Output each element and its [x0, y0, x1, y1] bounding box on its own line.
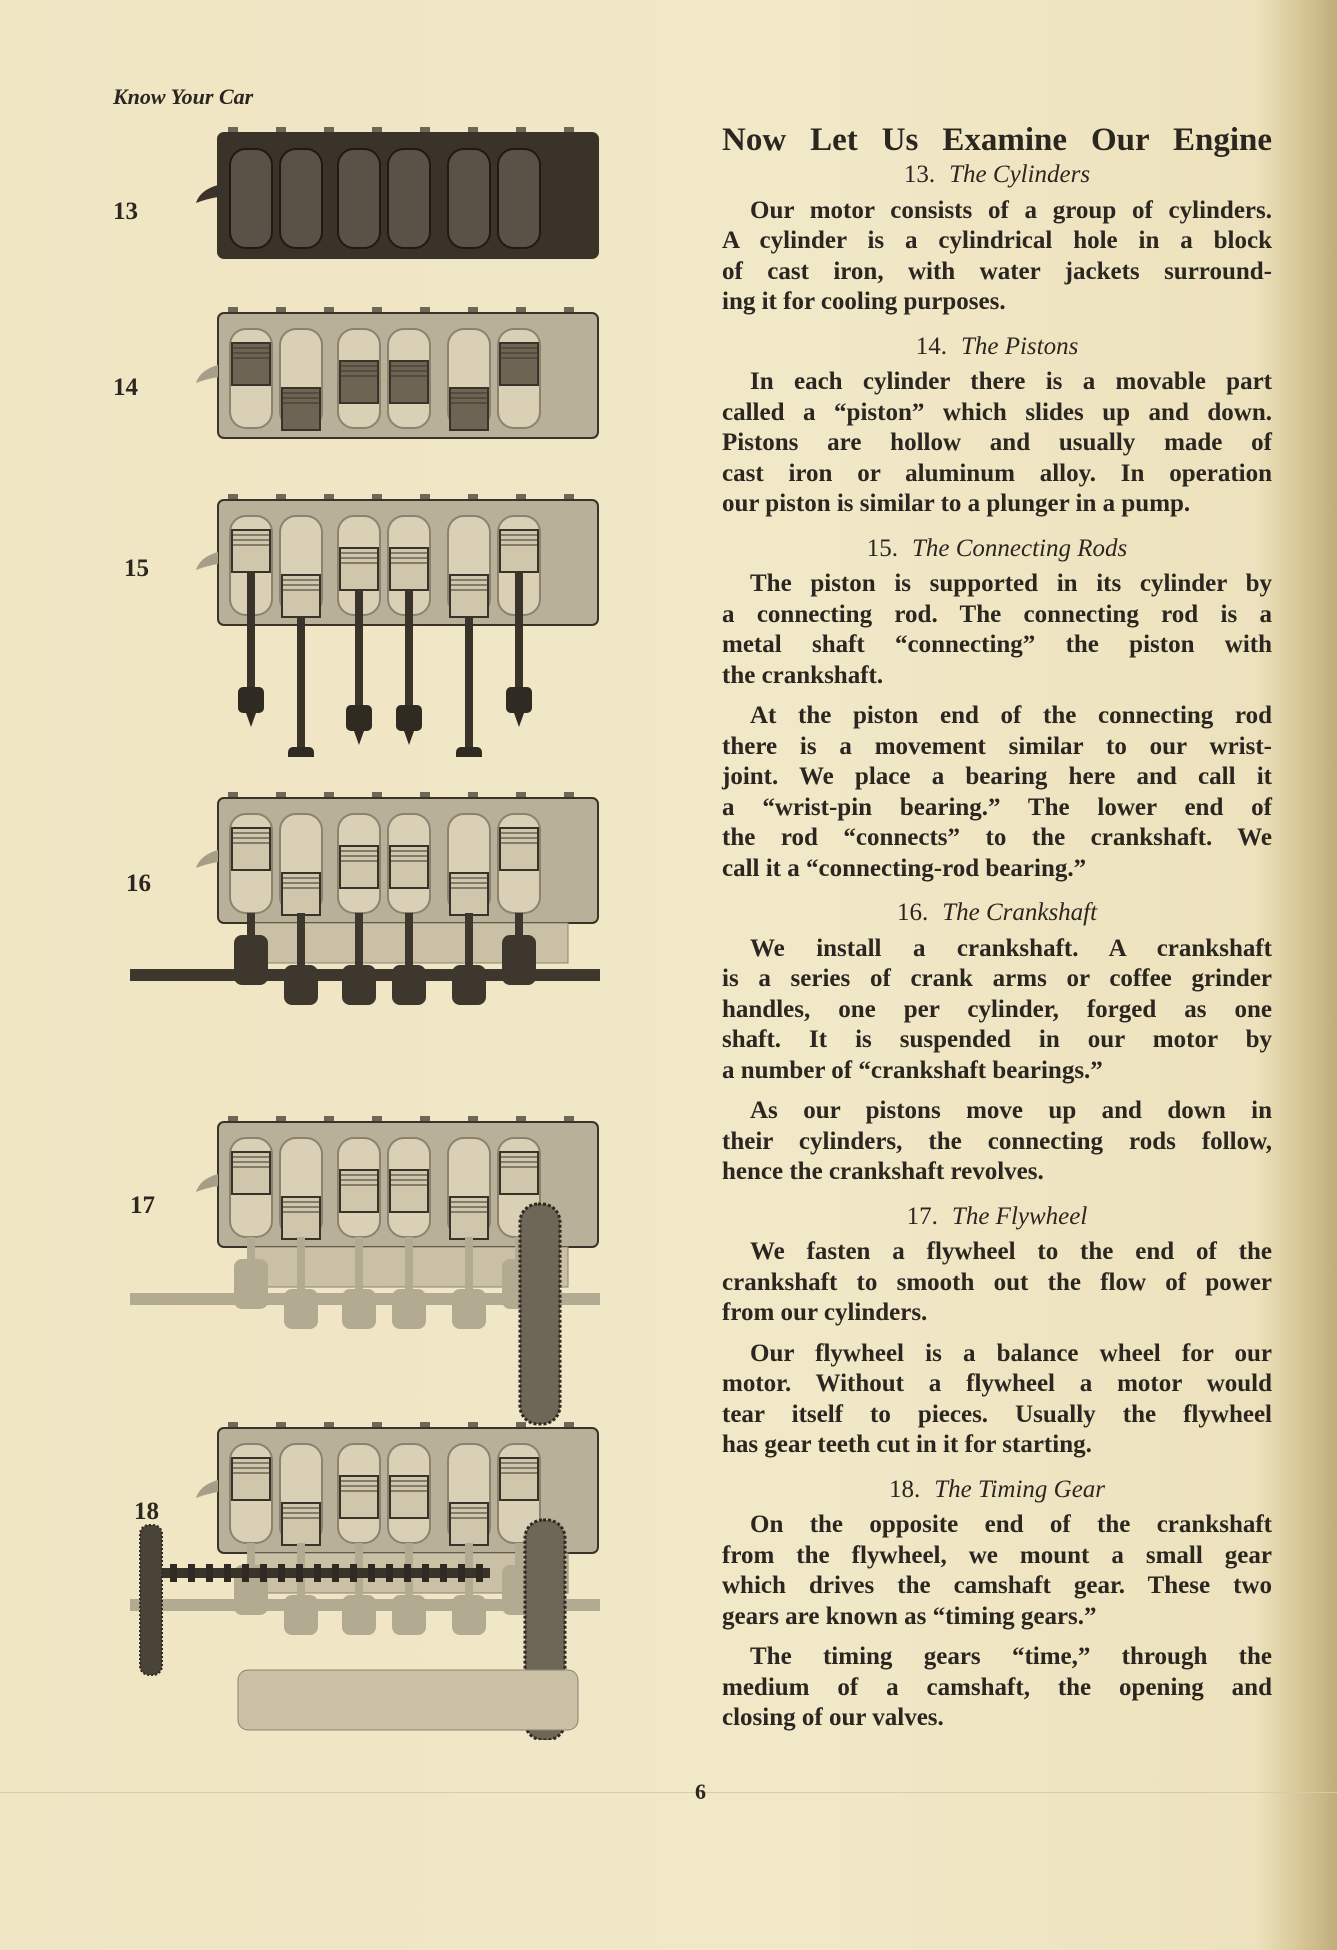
cam-lobe [296, 1564, 303, 1582]
crank-throw [234, 935, 268, 985]
paragraph [722, 1339, 1272, 1461]
connecting-rod [405, 1237, 413, 1297]
text-line: is a series of crank arms or coffee grinder [722, 965, 1272, 992]
piston [232, 1458, 270, 1500]
piston [450, 388, 488, 430]
text-line: the rod “connects” to the crankshaft. We [722, 824, 1272, 851]
text-line: hence the crankshaft revolves. [722, 1158, 1044, 1185]
section-heading [722, 160, 1272, 191]
cylinder [280, 149, 322, 248]
water-outlet [196, 850, 218, 868]
cam-lobe [278, 1564, 285, 1582]
rod-bearing [396, 705, 422, 731]
piston [390, 361, 428, 403]
piston [500, 1458, 538, 1500]
text-line: a “wrist-pin bearing.” The lower end of [722, 793, 1272, 821]
paragraph [722, 1510, 1272, 1632]
text-line: ing it for cooling purposes. [722, 288, 1006, 315]
figure-number: 16 [126, 870, 151, 897]
rod-bearing [506, 687, 532, 713]
text-line: from our cylinders. [722, 1299, 928, 1326]
piston [450, 575, 488, 617]
crank-throw [342, 1595, 376, 1635]
paragraph [722, 934, 1272, 1087]
connecting-rod [297, 1237, 305, 1297]
figure-number: 14 [113, 374, 138, 401]
piston [390, 1170, 428, 1212]
piston [390, 846, 428, 888]
text-line: call it a “connecting-rod bearing.” [722, 854, 1087, 882]
text-line: At the piston end of the connecting rod [750, 702, 1272, 729]
crank-throw [234, 1259, 268, 1309]
connecting-rod [297, 617, 305, 747]
timing-gear [140, 1525, 162, 1675]
paragraph [722, 1237, 1272, 1329]
text-line: joint. We place a bearing here and call it [722, 763, 1272, 790]
text-line: We fasten a flywheel to the end of the [750, 1238, 1272, 1265]
running-head: Know Your Car [113, 84, 254, 109]
text-line: We install a crankshaft. A crankshaft [750, 934, 1272, 962]
cam-lobe [422, 1564, 429, 1582]
engine-figure-timing-gear [130, 1420, 690, 1740]
piston [340, 846, 378, 888]
page-rule [0, 1792, 1337, 1793]
water-outlet [196, 185, 218, 203]
connecting-rod [355, 913, 363, 973]
paragraph [722, 1642, 1272, 1734]
paragraph [722, 701, 1272, 884]
text-line: has gear teeth cut in it for starting. [722, 1431, 1092, 1458]
cam-lobe [476, 1564, 483, 1582]
text-line: A cylinder is a cylindrical hole in a block [722, 227, 1272, 254]
cam-lobe [314, 1564, 321, 1582]
text-line: In each cylinder there is a movable part [750, 368, 1272, 395]
crank-throw [342, 965, 376, 1005]
cam-lobe [224, 1564, 231, 1582]
engine-figure-cylinders [130, 125, 690, 275]
engine-figure-crankshaft [130, 790, 690, 1075]
crank-throw [392, 965, 426, 1005]
piston [390, 548, 428, 590]
crank-throw [392, 1595, 426, 1635]
section-title: The Crankshaft [942, 899, 1098, 926]
piston [450, 1503, 488, 1545]
text-line: from the flywheel, we mount a small gear [722, 1541, 1272, 1569]
piston [500, 1152, 538, 1194]
section-number: 16. [896, 899, 929, 926]
section-title: The Connecting Rods [911, 534, 1128, 562]
piston [450, 1197, 488, 1239]
crank-throw [284, 1595, 318, 1635]
cam-lobe [458, 1564, 465, 1582]
text-line: gears are known as “timing gears.” [722, 1602, 1097, 1630]
text-line: of cast iron, with water jackets surround- [722, 257, 1272, 285]
section-heading [722, 1475, 1272, 1506]
section-title: The Cylinders [949, 161, 1091, 188]
text-line: medium of a camshaft, the opening and [722, 1673, 1272, 1701]
section-number: 15. [866, 534, 898, 562]
figure-number: 13 [113, 198, 138, 225]
paragraph [722, 367, 1272, 520]
text-line: handles, one per cylinder, forged as one [722, 995, 1272, 1023]
section-number: 13. [903, 161, 936, 188]
piston [390, 1476, 428, 1518]
paragraph [722, 569, 1272, 691]
crank-throw [392, 1289, 426, 1329]
section-number: 14. [915, 332, 947, 360]
crank-throw [452, 1289, 486, 1329]
section-heading [722, 898, 1272, 929]
piston [282, 388, 320, 430]
engine-figure-connecting-rods [130, 492, 690, 757]
piston [232, 1152, 270, 1194]
cam-lobe [332, 1564, 339, 1582]
text-line: Our motor consists of a group of cylinders. [750, 196, 1272, 224]
text-line: their cylinders, the connecting rods follow, [722, 1127, 1272, 1155]
cylinder [230, 149, 272, 248]
text-line: shaft. It is suspended in our motor by [722, 1026, 1272, 1053]
piston [232, 530, 270, 572]
text-line: crankshaft to smooth out the flow of power [722, 1268, 1272, 1296]
cam-lobe [404, 1564, 411, 1582]
piston [282, 1503, 320, 1545]
cam-lobe [440, 1564, 447, 1582]
piston [500, 828, 538, 870]
piston [282, 575, 320, 617]
connecting-rod [465, 913, 473, 973]
crank-throw [284, 965, 318, 1005]
piston [232, 828, 270, 870]
text-line: called a “piston” which slides up and down. [722, 398, 1272, 426]
cam-lobe [368, 1564, 375, 1582]
engine-figure-pistons [130, 305, 690, 455]
cam-lobe [260, 1564, 267, 1582]
text-line: motor. Without a flywheel a motor would [722, 1370, 1272, 1397]
paragraph [722, 1096, 1272, 1188]
text-line: Our flywheel is a balance wheel for our [750, 1339, 1272, 1367]
text-line: On the opposite end of the crankshaft [750, 1511, 1272, 1538]
connecting-rod [515, 572, 523, 687]
piston [500, 343, 538, 385]
piston [232, 343, 270, 385]
crank-throw [342, 1289, 376, 1329]
water-outlet [196, 1480, 218, 1498]
text-line: As our pistons move up and down in [750, 1097, 1272, 1124]
crank-throw [452, 1595, 486, 1635]
connecting-rod [465, 1237, 473, 1297]
flywheel [520, 1204, 560, 1424]
text-line: metal shaft “connecting” the piston with [722, 631, 1272, 658]
rod-bearing [288, 747, 314, 757]
cam-lobe [188, 1564, 195, 1582]
cylinder [448, 149, 490, 248]
connecting-rod [405, 913, 413, 973]
connecting-rod [355, 1237, 363, 1297]
crank-throw [452, 965, 486, 1005]
crank-throw [502, 935, 536, 985]
connecting-rod [465, 617, 473, 747]
text-line: there is a movement similar to our wrist- [722, 732, 1272, 760]
cylinder [388, 149, 430, 248]
text-line: the crankshaft. [722, 661, 884, 689]
page-title: Now Let Us Examine Our Engine [722, 122, 1272, 158]
page-number: 6 [695, 1779, 706, 1804]
rod-bearing [346, 705, 372, 731]
engine-figure-flywheel [130, 1114, 690, 1454]
water-outlet [196, 365, 218, 383]
section-heading [722, 332, 1272, 363]
water-outlet [196, 1174, 218, 1192]
section-number: 18. [888, 1475, 921, 1503]
section-title: The Flywheel [951, 1202, 1088, 1230]
water-outlet [196, 552, 218, 570]
text-line: a connecting rod. The connecting rod is a [722, 600, 1272, 628]
piston [340, 1170, 378, 1212]
section-heading [722, 534, 1272, 565]
crank-throw [284, 1289, 318, 1329]
text-line: Pistons are hollow and usually made of [722, 429, 1272, 456]
cam-lobe [170, 1564, 177, 1582]
text-line: a number of “crankshaft bearings.” [722, 1056, 1103, 1084]
piston [340, 1476, 378, 1518]
section-heading [722, 1202, 1272, 1233]
text-line: our piston is similar to a plunger in a pump. [722, 490, 1191, 517]
cylinder [338, 149, 380, 248]
connecting-rod [355, 590, 363, 705]
text-line: The piston is supported in its cylinder by [750, 570, 1272, 597]
paragraph [722, 196, 1272, 318]
cam-lobe [386, 1564, 393, 1582]
text-line: tear itself to pieces. Usually the flywheel [722, 1400, 1272, 1428]
text-line: closing of our valves. [722, 1704, 944, 1731]
piston [340, 548, 378, 590]
connecting-rod [247, 572, 255, 687]
text-line: which drives the camshaft gear. These two [722, 1572, 1272, 1599]
cylinder [498, 149, 540, 248]
connecting-rod [405, 590, 413, 705]
oil-pan [238, 1670, 578, 1730]
figure-number: 17 [130, 1192, 155, 1219]
piston [282, 873, 320, 915]
piston [340, 361, 378, 403]
rod-bolt [246, 713, 256, 727]
rod-bearing [238, 687, 264, 713]
rod-bolt [404, 731, 414, 745]
rod-bearing [456, 747, 482, 757]
article-column [722, 118, 1272, 1744]
cam-lobe [350, 1564, 357, 1582]
piston [450, 873, 488, 915]
piston [500, 530, 538, 572]
section-title: The Timing Gear [934, 1475, 1106, 1503]
figure-number: 18 [134, 1498, 159, 1525]
text-line: The timing gears “time,” through the [750, 1643, 1272, 1670]
rod-bolt [354, 731, 364, 745]
section-number: 17. [906, 1202, 938, 1230]
cam-lobe [242, 1564, 249, 1582]
section-title: The Pistons [960, 332, 1079, 360]
figure-number: 15 [124, 555, 149, 582]
rod-bolt [514, 713, 524, 727]
connecting-rod [297, 913, 305, 973]
text-line: cast iron or aluminum alloy. In operation [722, 459, 1272, 487]
piston [282, 1197, 320, 1239]
cam-lobe [206, 1564, 213, 1582]
